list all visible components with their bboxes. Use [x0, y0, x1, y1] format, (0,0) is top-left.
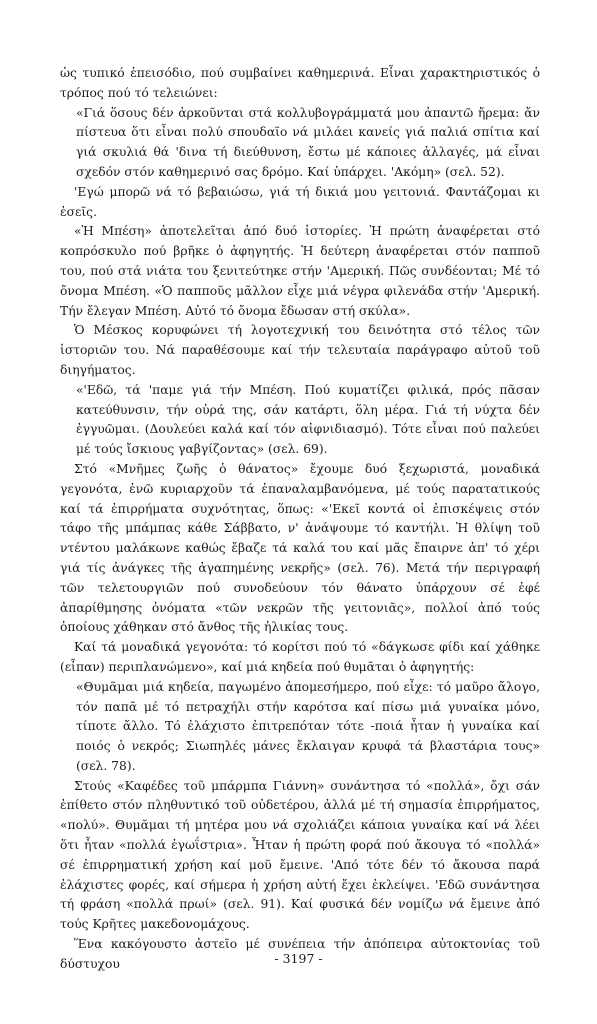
paragraph-meskos-skill: Ὁ Μέσκος κορυφώνει τή λογοτεχνική του δεινότητα στό τέλος τῶν ἱστοριῶν του. Νά παραθέσουμε καί τήν τελευταία παράγραφο αὐτοῦ τοῦ διηγήματος.: [60, 323, 540, 377]
paragraph-pola-usage: Στούς «Καφέδες τοῦ μπάρμπα Γιάννη» συνάντησα τό «πολλά», ὄχι σάν ἐπίθετο στόν πληθυντικό τοῦ οὐδετέρου, ἀλλά μέ τή σημασία ἐπιρρήματος, «πολύ». Θυμᾶμαι τή μητέρα μου νά σχολιάζει κάποια γυναίκα καί νά λέει ὅτι ἦταν «πολλά ἐγωΐστρια». Ἦταν ἡ πρώτη φορά πού ἄκουγα τό «πολλά» σέ ἐπιρρηματική χρήση καί μοῦ ἔμεινε. 'Από τότε δέν τό ἄκουσα παρά ἐλάχιστες φορές, καί σήμερα ἡ χρήση αὐτή ἔχει ἐκλείψει. 'Εδῶ συνάντησα τή φράση «πολλά πρωί» (σελ. 91). Καί φυσικά δέν νομίζω νά ἔμεινε ἀπό τούς Κρῆτες μακεδονομάχους.: [60, 778, 540, 932]
quote-funeral: «Θυμᾶμαι μιά κηδεία, παγωμένο ἀπομεσήμερο, πού εἶχε: τό μαῦρο ἄλογο, τόν παπᾶ μέ τό πετραχήλι στήν καρότσα καί πίσω μιά γυναίκα μόνο, τίποτε ἄλλο. Τό ἐλάχιστο ἐπιτρεπόταν τότε -ποιά ἦταν ἡ γυναίκα καί ποιός ὁ νεκρός; Σιωπηλές μάνες ἔκλαιγαν κρυφά τά βλαστάρια τους» (σελ. 78).: [76, 679, 540, 773]
paragraph-episode-ending: ὡς τυπικό ἐπεισόδιο, πού συμβαίνει καθημερινά. Εἶναι χαρακτηριστικός ὁ τρόπος πού τό τελειώνει:: [60, 66, 540, 100]
page-number: - 3197 -: [274, 951, 323, 966]
page-body: [60, 64, 540, 975]
quote-bessie-ending: «'Εδῶ, τά 'παμε γιά τήν Μπέση. Πού κυματίζει φιλικά, πρός πᾶσαν κατεύθυνσιν, τήν οὐρά της, σάν κατάρτι, ὅλη μέρα. Γιά τή νύχτα δέν ἐγγυῶμαι. (Δουλεύει καλά καί τόν αἰφνιδιασμό). Τότε εἶναι πού παλεύει μέ τούς ἴσκιους γαβγίζοντας» (σελ. 69).: [76, 382, 540, 457]
paragraph-bad-joke: Ἕνα κακόγουστο ἀστεῖο μέ συνέπεια τήν ἀπόπειρα αὐτοκτονίας τοῦ δύστυχου: [60, 937, 540, 971]
paragraph-bessie-stories: «Ἡ Μπέση» ἀποτελεῖται ἀπό δυό ἱστορίες. Ἡ πρώτη ἀναφέρεται στό κοπρόσκυλο πού βρῆκε ὁ ἀφηγητής. Ἡ δεύτερη ἀναφέρεται στόν παπποῦ του, πού στά νιάτα του ξενιτεύτηκε στήν 'Αμερική. Πῶς συνδέονται; Μέ τό ὄνομα Μπέση. «Ὁ παπποῦς μᾶλλον εἶχε μιά νέγρα φιλενάδα στήν 'Αμερική. Τήν ἔλεγαν Μπέση. Αὐτό τό ὄνομα ἔδωσαν στή σκύλα».: [60, 224, 540, 318]
paragraph-neighborhood: 'Εγώ μπορῶ νά τό βεβαιώσω, γιά τή δικιά μου γειτονιά. Φαντάζομαι κι ἐσεῖς.: [60, 184, 540, 219]
paragraph-memories-of-death: Στό «Μνῆμες ζωῆς ὁ θάνατος» ἔχουμε δυό ξεχωριστά, μοναδικά γεγονότα, ἐνῶ κυριαρχοῦν τά ἐπαναλαμβανόμενα, μέ τούς παρατατικούς καί τά ἐπιρρήματα συχνότητας, ὅπως: «'Εκεῖ κοντά οἱ ἐπισκέψεις στόν τάφο τῆς μπάμπας κάθε Σάββατο, ν' ἀνάψουμε τό καντήλι. Ἡ θλίψη τοῦ ντέντου μαλάκωνε καθώς ἔβαζε τά καλά του καί μᾶς ἔπαιρνε ἀπ' τό χέρι γιά τίς ἀνάγκες τῆς ἀγαπημένης νεκρῆς» (σελ. 76). Μετά τήν περιγραφή τῶν τελετουργιῶν πού συνοδεύουν τόν θάνατο ὑπάρχουν σέ ἐφέ ἀπαρίθμησης ὀνόματα «τῶν νεκρῶν τῆς γειτονιᾶς», πολλοί ἀπό τούς ὁποίους χάθηκαν στό ἄνθος τῆς ἡλικίας τους.: [60, 461, 540, 635]
paragraph-unique-events: Καί τά μοναδικά γεγονότα: τό κορίτσι πού τό «δάγκωσε φίδι καί χάθηκε (εἶπαν) περιπλανώμενο», καί μιά κηδεία πού θυμᾶται ὁ ἀφηγητής:: [60, 640, 540, 674]
quote-kollyvogrammata: «Γιά ὅσους δέν ἀρκοῦνται στά κολλυβογράμματά μου ἀπαντῶ ἤρεμα: ἄν πίστευα ὅτι εἶναι πολύ σπουδαῖο νά μιλάει κανείς γιά παλιά σπίτια καί γιά σκυλιά θά 'δινα τή διεύθυνση, ἔστω μέ κάποιες ἀλλαγές, μά εἶναι σχεδόν στόν καθημερινό σας δρόμο. Καί ὑπάρχει. 'Ακόμη» (σελ. 52).: [76, 105, 540, 179]
